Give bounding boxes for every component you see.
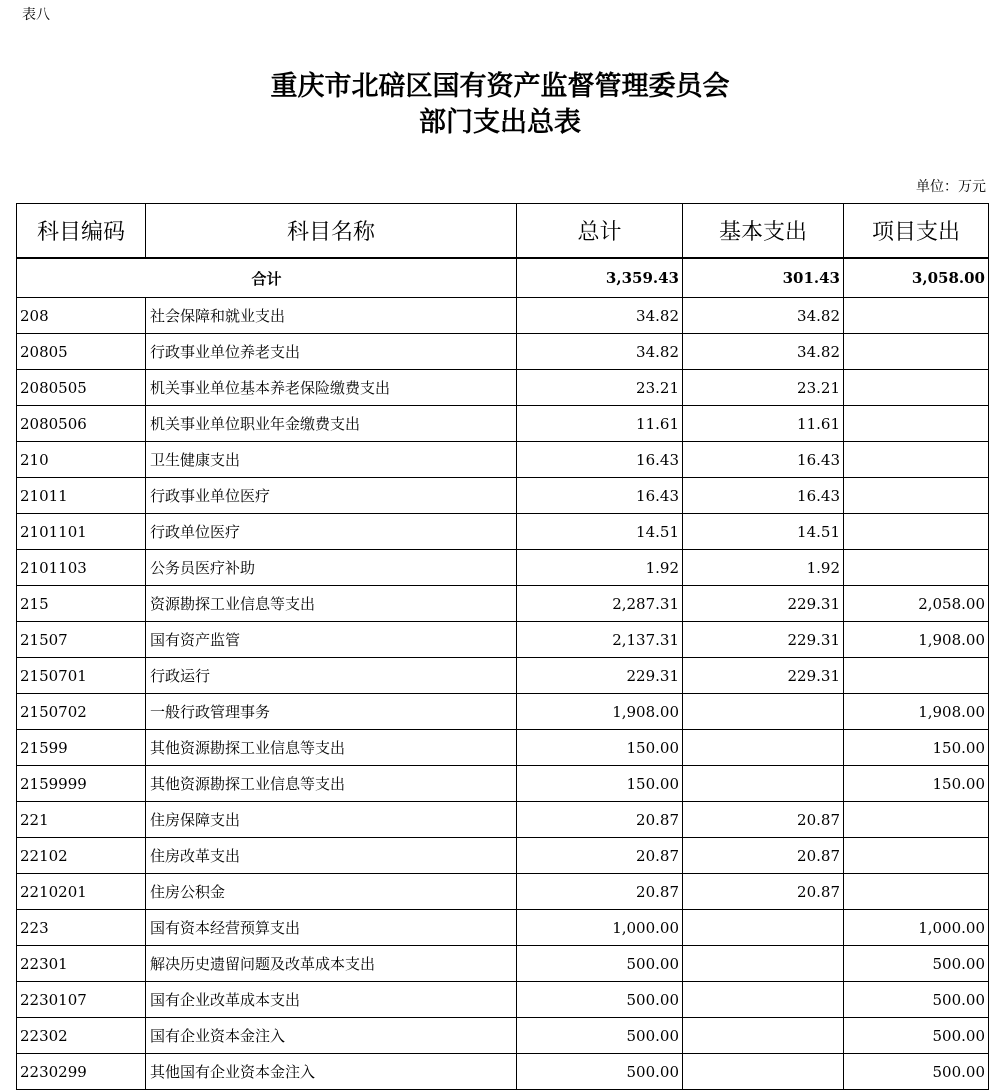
row-project — [844, 874, 989, 910]
row-basic: 229.31 — [683, 586, 844, 622]
row-name: 住房公积金 — [146, 874, 517, 910]
row-name: 其他国有企业资本金注入 — [146, 1054, 517, 1090]
row-basic — [683, 1054, 844, 1090]
table-row — [17, 586, 989, 622]
row-code: 2159999 — [17, 766, 146, 802]
row-code: 2101101 — [17, 514, 146, 550]
row-code: 22301 — [17, 946, 146, 982]
row-code: 221 — [17, 802, 146, 838]
header-basic: 基本支出 — [683, 204, 844, 259]
row-name: 解决历史遗留问题及改革成本支出 — [146, 946, 517, 982]
row-basic — [683, 694, 844, 730]
row-total: 14.51 — [517, 514, 683, 550]
row-name: 行政事业单位养老支出 — [146, 334, 517, 370]
row-basic — [683, 766, 844, 802]
row-code: 2080505 — [17, 370, 146, 406]
row-total: 11.61 — [517, 406, 683, 442]
row-total: 500.00 — [517, 946, 683, 982]
row-total: 23.21 — [517, 370, 683, 406]
row-code: 21507 — [17, 622, 146, 658]
row-total: 500.00 — [517, 1054, 683, 1090]
row-total: 1.92 — [517, 550, 683, 586]
table-row — [17, 982, 989, 1018]
row-name: 其他资源勘探工业信息等支出 — [146, 766, 517, 802]
row-basic: 34.82 — [683, 334, 844, 370]
row-basic: 16.43 — [683, 442, 844, 478]
row-project: 150.00 — [844, 730, 989, 766]
row-basic — [683, 982, 844, 1018]
table-row — [17, 298, 989, 334]
row-project — [844, 334, 989, 370]
row-basic — [683, 730, 844, 766]
row-total: 20.87 — [517, 802, 683, 838]
header-row — [17, 204, 989, 259]
row-project — [844, 802, 989, 838]
table-row — [17, 910, 989, 946]
row-name: 国有资本经营预算支出 — [146, 910, 517, 946]
table-row — [17, 730, 989, 766]
row-code: 21599 — [17, 730, 146, 766]
row-project — [844, 442, 989, 478]
table-row — [17, 550, 989, 586]
table-row — [17, 946, 989, 982]
row-name: 资源勘探工业信息等支出 — [146, 586, 517, 622]
row-project — [844, 550, 989, 586]
row-name: 国有资产监管 — [146, 622, 517, 658]
expenditure-table — [16, 203, 989, 1090]
row-code: 21011 — [17, 478, 146, 514]
row-project: 150.00 — [844, 766, 989, 802]
row-name: 行政事业单位医疗 — [146, 478, 517, 514]
row-name: 住房改革支出 — [146, 838, 517, 874]
row-total: 34.82 — [517, 298, 683, 334]
table-row — [17, 406, 989, 442]
row-code: 22102 — [17, 838, 146, 874]
row-basic: 1.92 — [683, 550, 844, 586]
row-code: 210 — [17, 442, 146, 478]
total-row — [17, 258, 989, 298]
row-project: 1,000.00 — [844, 910, 989, 946]
row-basic: 11.61 — [683, 406, 844, 442]
row-name: 国有企业改革成本支出 — [146, 982, 517, 1018]
row-project: 500.00 — [844, 946, 989, 982]
row-name: 卫生健康支出 — [146, 442, 517, 478]
row-total: 1,908.00 — [517, 694, 683, 730]
row-code: 208 — [17, 298, 146, 334]
header-name: 科目名称 — [146, 204, 517, 259]
row-total: 2,137.31 — [517, 622, 683, 658]
row-name: 社会保障和就业支出 — [146, 298, 517, 334]
row-code: 2230107 — [17, 982, 146, 1018]
unit-label: 单位：万元 — [916, 179, 986, 195]
row-project — [844, 370, 989, 406]
row-name: 一般行政管理事务 — [146, 694, 517, 730]
row-total: 1,000.00 — [517, 910, 683, 946]
row-total: 2,287.31 — [517, 586, 683, 622]
row-project: 500.00 — [844, 1018, 989, 1054]
row-total: 229.31 — [517, 658, 683, 694]
total-project: 3,058.00 — [844, 258, 989, 298]
row-basic: 229.31 — [683, 622, 844, 658]
page-subtitle: 部门支出总表 — [419, 107, 581, 138]
table-row — [17, 478, 989, 514]
row-name: 机关事业单位职业年金缴费支出 — [146, 406, 517, 442]
row-project: 500.00 — [844, 1054, 989, 1090]
row-name: 公务员医疗补助 — [146, 550, 517, 586]
row-total: 34.82 — [517, 334, 683, 370]
row-basic: 34.82 — [683, 298, 844, 334]
table-row — [17, 442, 989, 478]
row-project — [844, 478, 989, 514]
table-row — [17, 1054, 989, 1090]
row-name: 国有企业资本金注入 — [146, 1018, 517, 1054]
row-project — [844, 298, 989, 334]
row-total: 150.00 — [517, 766, 683, 802]
table-row — [17, 694, 989, 730]
row-code: 2150702 — [17, 694, 146, 730]
row-project — [844, 514, 989, 550]
row-total: 16.43 — [517, 442, 683, 478]
row-name: 行政运行 — [146, 658, 517, 694]
total-label: 合计 — [17, 258, 517, 298]
row-basic: 16.43 — [683, 478, 844, 514]
table-row — [17, 1018, 989, 1054]
row-basic — [683, 1018, 844, 1054]
row-code: 20805 — [17, 334, 146, 370]
table-row — [17, 838, 989, 874]
row-code: 22302 — [17, 1018, 146, 1054]
header-code: 科目编码 — [17, 204, 146, 259]
table-number-label: 表八 — [22, 7, 50, 23]
total-total: 3,359.43 — [517, 258, 683, 298]
row-name: 行政单位医疗 — [146, 514, 517, 550]
row-project: 1,908.00 — [844, 622, 989, 658]
table-row — [17, 370, 989, 406]
row-project — [844, 406, 989, 442]
table-row — [17, 622, 989, 658]
row-total: 150.00 — [517, 730, 683, 766]
table-row — [17, 802, 989, 838]
table-row — [17, 658, 989, 694]
row-basic — [683, 910, 844, 946]
row-code: 2210201 — [17, 874, 146, 910]
row-code: 2080506 — [17, 406, 146, 442]
table-row — [17, 874, 989, 910]
row-code: 2101103 — [17, 550, 146, 586]
row-total: 16.43 — [517, 478, 683, 514]
page-title: 重庆市北碚区国有资产监督管理委员会 — [270, 71, 730, 102]
row-basic: 20.87 — [683, 802, 844, 838]
row-project: 2,058.00 — [844, 586, 989, 622]
row-total: 500.00 — [517, 1018, 683, 1054]
row-basic: 20.87 — [683, 838, 844, 874]
row-total: 500.00 — [517, 982, 683, 1018]
row-project: 1,908.00 — [844, 694, 989, 730]
row-total: 20.87 — [517, 874, 683, 910]
table-row — [17, 334, 989, 370]
row-code: 2150701 — [17, 658, 146, 694]
row-name: 机关事业单位基本养老保险缴费支出 — [146, 370, 517, 406]
table-row — [17, 514, 989, 550]
row-project — [844, 838, 989, 874]
row-code: 2230299 — [17, 1054, 146, 1090]
row-basic: 229.31 — [683, 658, 844, 694]
row-basic: 20.87 — [683, 874, 844, 910]
row-basic: 23.21 — [683, 370, 844, 406]
row-project — [844, 658, 989, 694]
row-total: 20.87 — [517, 838, 683, 874]
row-basic: 14.51 — [683, 514, 844, 550]
total-basic: 301.43 — [683, 258, 844, 298]
row-name: 其他资源勘探工业信息等支出 — [146, 730, 517, 766]
row-name: 住房保障支出 — [146, 802, 517, 838]
row-project: 500.00 — [844, 982, 989, 1018]
header-total: 总计 — [517, 204, 683, 259]
row-code: 223 — [17, 910, 146, 946]
row-code: 215 — [17, 586, 146, 622]
row-basic — [683, 946, 844, 982]
header-project: 项目支出 — [844, 204, 989, 259]
table-row — [17, 766, 989, 802]
